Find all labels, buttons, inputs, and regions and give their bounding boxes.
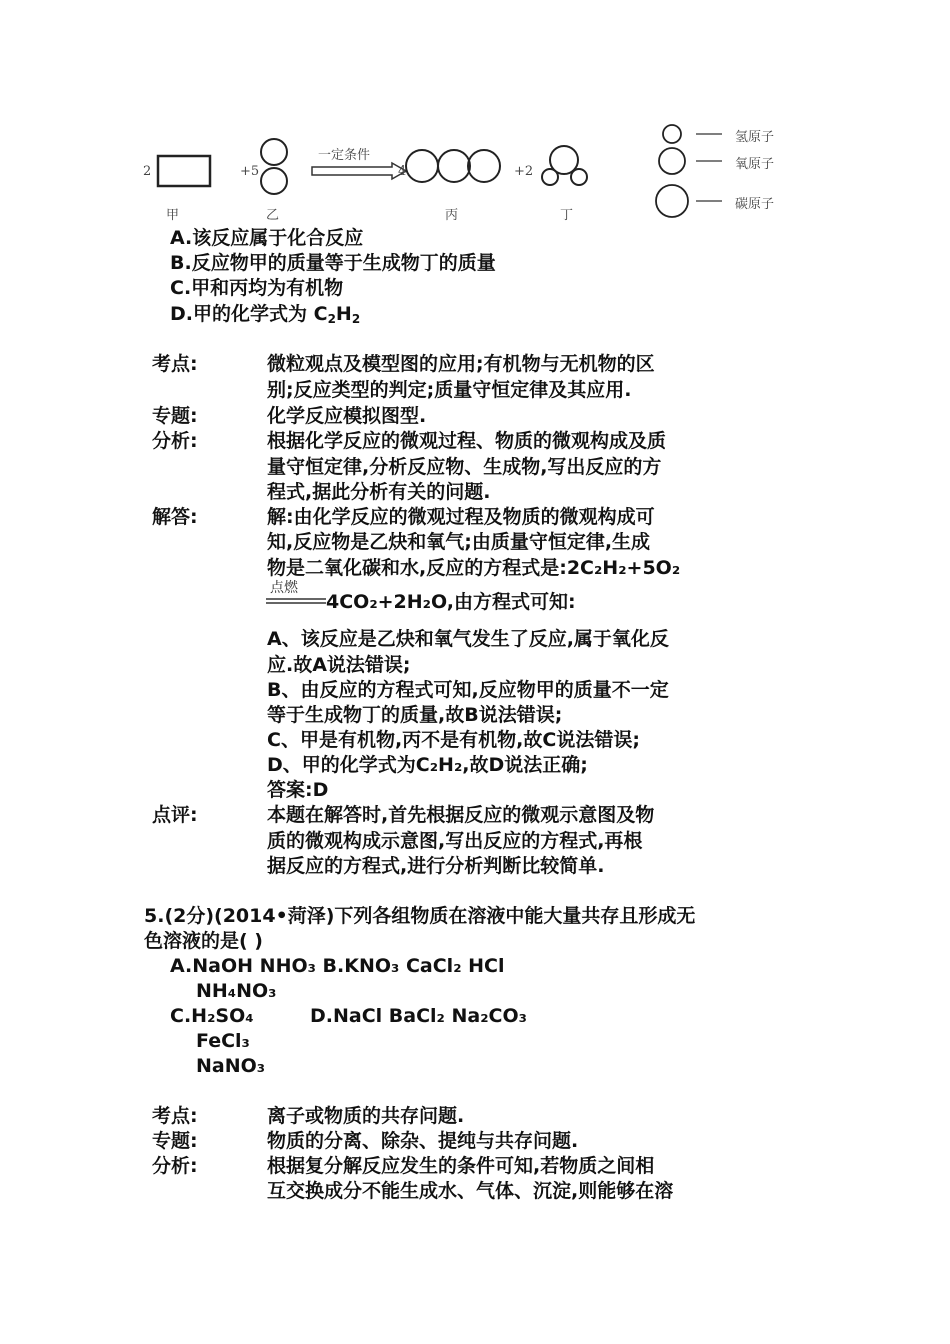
- zhuanti-text: 化学反应模拟图型.: [267, 405, 427, 427]
- legend-oxygen: 氧原子: [735, 157, 775, 172]
- legend-atoms: [652, 122, 732, 222]
- q5-option-c-cont: FeCl₃: [196, 1030, 250, 1052]
- jieda-text: 物是二氧化碳和水,反应的方程式是:2C₂H₂+5O₂: [267, 557, 681, 579]
- jieda-text: 知,反应物是乙炔和氧气;由质量守恒定律,生成: [267, 531, 651, 553]
- jieda-text: B、由反应的方程式可知,反应物甲的质量不一定: [267, 679, 669, 701]
- q4-option-a: A.该反应属于化合反应: [170, 227, 364, 249]
- q5-option-ab-cont: NH₄NO₃: [196, 980, 277, 1002]
- q5-kaodian-text: 离子或物质的共存问题.: [267, 1105, 465, 1127]
- q5-option-c: C.H₂SO₄: [170, 1005, 254, 1027]
- dianping-text: 本题在解答时,首先根据反应的微观示意图及物: [267, 804, 655, 826]
- q5-option-ab: A.NaOH NHO₃ B.KNO₃ CaCl₂ HCl: [170, 955, 505, 977]
- molecule-ding: [538, 142, 590, 188]
- fenxi-text: 量守恒定律,分析反应物、生成物,写出反应的方: [267, 456, 662, 478]
- q5-option-d: D.NaCl BaCl₂ Na₂CO₃: [310, 1005, 527, 1027]
- jieda-text: 解:由化学反应的微观过程及物质的微观构成可: [267, 506, 655, 528]
- answer-text: 答案:D: [267, 779, 329, 801]
- equation-condition: 点燃: [270, 580, 298, 596]
- dianping-text: 据反应的方程式,进行分析判断比较简单.: [267, 855, 605, 877]
- equation-equals-sign: [266, 597, 328, 605]
- zhuanti-label: 专题:: [152, 405, 198, 427]
- label-bing: 丙: [445, 208, 459, 223]
- q5-option-c-cont: NaNO₃: [196, 1055, 266, 1077]
- jieda-text: 应.故A说法错误;: [267, 654, 411, 676]
- jieda-label: 解答:: [152, 506, 198, 528]
- q5-zhuanti-text: 物质的分离、除杂、提纯与共存问题.: [267, 1130, 579, 1152]
- legend-hydrogen: 氢原子: [735, 130, 775, 145]
- dianping-label: 点评:: [152, 804, 198, 826]
- jieda-text: C、甲是有机物,丙不是有机物,故C说法错误;: [267, 729, 640, 751]
- jieda-text: A、该反应是乙炔和氧气发生了反应,属于氧化反: [267, 628, 669, 650]
- condition-text: 一定条件: [318, 148, 371, 163]
- jieda-text: 4CO₂+2H₂O,由方程式可知:: [326, 591, 576, 613]
- kaodian-text: 微粒观点及模型图的应用;有机物与无机物的区: [267, 353, 655, 375]
- q5-fenxi-label: 分析:: [152, 1155, 198, 1177]
- coef-bing: 4: [398, 164, 407, 179]
- q5-zhuanti-label: 专题:: [152, 1130, 198, 1152]
- fenxi-text: 程式,据此分析有关的问题.: [267, 481, 491, 503]
- q5-kaodian-label: 考点:: [152, 1105, 198, 1127]
- q4-option-d: D.甲的化学式为 $C_2H_2$: [170, 303, 361, 326]
- q4-option-c: C.甲和丙均为有机物: [170, 277, 344, 299]
- molecule-bing: [404, 146, 502, 186]
- coef-yi: +5: [240, 164, 260, 179]
- molecule-jia: [155, 150, 215, 192]
- kaodian-text: 别;反应类型的判定;质量守恒定律及其应用.: [267, 379, 632, 401]
- fenxi-label: 分析:: [152, 430, 198, 452]
- reaction-arrow-icon: [310, 160, 410, 182]
- coef-jia: 2: [143, 164, 152, 179]
- molecule-yi: [256, 136, 292, 198]
- q5-fenxi-text: 互交换成分不能生成水、气体、沉淀,则能够在溶: [267, 1180, 674, 1202]
- label-jia: 甲: [166, 208, 180, 223]
- fenxi-text: 根据化学反应的微观过程、物质的微观构成及质: [267, 430, 667, 452]
- kaodian-label: 考点:: [152, 353, 198, 375]
- q5-stem: 5.(2分)(2014•菏泽)下列各组物质在溶液中能大量共存且形成无: [144, 905, 696, 927]
- coef-ding: +2: [514, 164, 534, 179]
- label-ding: 丁: [560, 208, 574, 223]
- dianping-text: 质的微观构成示意图,写出反应的方程式,再根: [267, 830, 643, 852]
- jieda-text: D、甲的化学式为C₂H₂,故D说法正确;: [267, 754, 588, 776]
- label-yi: 乙: [266, 208, 280, 223]
- q5-stem: 色溶液的是( ): [144, 930, 263, 952]
- legend-carbon: 碳原子: [735, 197, 775, 212]
- q4-option-b: B.反应物甲的质量等于生成物丁的质量: [170, 252, 496, 274]
- q5-fenxi-text: 根据复分解反应发生的条件可知,若物质之间相: [267, 1155, 655, 1177]
- jieda-text: 等于生成物丁的质量,故B说法错误;: [267, 704, 563, 726]
